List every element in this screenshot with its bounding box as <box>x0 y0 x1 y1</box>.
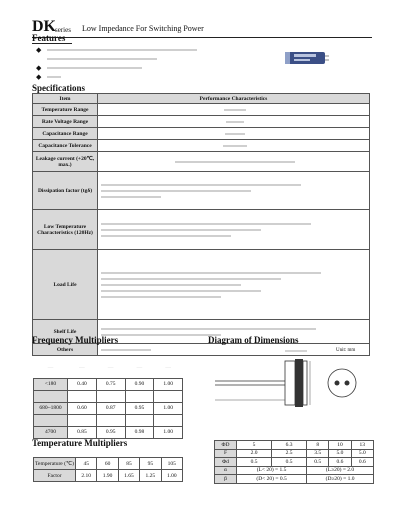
dim-cell: 10 <box>329 441 351 450</box>
spec-item-label: Capacitance Range <box>33 128 98 140</box>
table-row <box>33 104 370 116</box>
temp-cell: 60 <box>97 458 118 470</box>
table-row <box>34 470 183 482</box>
spec-item-label: Capacitance Tolerance <box>33 140 98 152</box>
temp-header-label: Temperature (℃) <box>34 458 76 470</box>
dim-cell: 5 <box>237 441 272 450</box>
freq-cell: 0.95 <box>125 402 154 414</box>
dim-label: ΦD <box>215 441 237 450</box>
freq-cell: 0.75 <box>96 378 125 390</box>
table-row <box>34 402 183 414</box>
temp-cell: 105 <box>161 458 182 470</box>
spec-value <box>98 172 370 210</box>
feature-text <box>47 49 197 51</box>
freq-cell <box>125 414 154 426</box>
spec-value <box>98 116 370 128</box>
spec-item-label: Others <box>33 344 98 356</box>
table-row <box>215 449 374 458</box>
series-word: series <box>55 26 71 34</box>
dim-cell: (L≥20) = 2.0 <box>307 466 374 475</box>
header-cell: — <box>96 358 125 378</box>
header-cell: — <box>154 358 183 378</box>
table-row <box>33 172 370 210</box>
spec-item-label: Load Life <box>33 250 98 320</box>
diagram-title: Diagram of Dimensions <box>208 335 299 345</box>
table-row <box>215 466 374 475</box>
dim-label: β <box>215 475 237 484</box>
dim-cell: 3.5 <box>307 449 329 458</box>
feature-item <box>36 72 256 81</box>
spec-item-label: Low Temperature Characteristics (120Hz) <box>33 210 98 250</box>
dim-label: Φd <box>215 458 237 467</box>
factor-cell: 2.10 <box>76 470 97 482</box>
freq-row-label: 680~1800 <box>34 402 68 414</box>
dim-cell: 0.5 <box>237 458 272 467</box>
bullet-icon: ◆ <box>36 45 42 54</box>
series-name: DK <box>32 18 56 35</box>
factor-cell: 1.65 <box>118 470 139 482</box>
table-row <box>33 152 370 172</box>
specifications-title: Specifications <box>32 83 85 93</box>
dim-cell: 0.6 <box>351 458 373 467</box>
spec-value <box>98 210 370 250</box>
table-row <box>34 426 183 438</box>
table-row <box>215 475 374 484</box>
series-tagline: Low Impedance For Switching Power <box>82 24 204 33</box>
dimensions-table <box>214 440 374 484</box>
dim-cell: 0.6 <box>329 458 351 467</box>
freq-cell <box>96 390 125 402</box>
freq-cell: 0.90 <box>125 378 154 390</box>
freq-row-label <box>34 390 68 402</box>
spec-value <box>98 128 370 140</box>
factor-cell: 1.25 <box>140 470 161 482</box>
freq-cell <box>154 414 183 426</box>
freq-cell: 1.00 <box>154 378 183 390</box>
feature-text <box>47 76 61 78</box>
bullet-icon: ◆ <box>36 63 42 72</box>
dim-cell: (L< 20) = 1.5 <box>237 466 307 475</box>
specifications-table <box>32 93 370 356</box>
dim-label: F <box>215 449 237 458</box>
factor-cell: 1.00 <box>161 470 182 482</box>
freq-cell: 0.87 <box>96 402 125 414</box>
freq-row-label: 4700 <box>34 426 68 438</box>
spec-value <box>98 250 370 320</box>
dim-cell: (D≥20) = 1.0 <box>307 475 374 484</box>
temp-cell: 85 <box>118 458 139 470</box>
header-cell: — <box>34 358 68 378</box>
spec-item-label: Dissipation factor (tgδ) <box>33 172 98 210</box>
spec-value <box>98 152 370 172</box>
dim-cell: 2.5 <box>272 449 307 458</box>
spec-value <box>98 104 370 116</box>
feature-item <box>36 54 256 63</box>
dim-cell: 2.0 <box>237 449 272 458</box>
dimension-diagram <box>210 345 370 415</box>
table-row <box>33 128 370 140</box>
factor-cell: 1.90 <box>97 470 118 482</box>
table-row <box>33 116 370 128</box>
dim-cell: 13 <box>351 441 373 450</box>
header-cell: — <box>125 358 154 378</box>
spec-item-label: Temperature Range <box>33 104 98 116</box>
table-header-row <box>33 94 370 104</box>
freq-cell <box>68 390 97 402</box>
table-row <box>33 250 370 320</box>
freq-cell: 0.60 <box>68 402 97 414</box>
freq-cell: 0.95 <box>96 426 125 438</box>
freq-cell: 1.00 <box>154 426 183 438</box>
series-title-row <box>32 18 372 38</box>
features-title: Features <box>32 33 72 44</box>
column-header-item: Item <box>33 94 98 104</box>
dim-cell: (D< 20) = 0.5 <box>237 475 307 484</box>
freq-cell: 0.85 <box>68 426 97 438</box>
header-cell: — <box>68 358 97 378</box>
spec-item-label: Leakage current (+20℃, max.) <box>33 152 98 172</box>
features-list <box>36 45 256 81</box>
dim-cell: 5.0 <box>351 449 373 458</box>
factor-label: Factor <box>34 470 76 482</box>
table-row <box>34 458 183 470</box>
freq-cell: 0.98 <box>125 426 154 438</box>
table-row <box>33 140 370 152</box>
table-row <box>215 441 374 450</box>
freq-cell: 0.40 <box>68 378 97 390</box>
column-header-performance: Performance Characteristics <box>98 94 370 104</box>
table-row <box>215 458 374 467</box>
table-row <box>33 210 370 250</box>
spec-item-label: Rate Voltage Range <box>33 116 98 128</box>
temp-cell: 95 <box>140 458 161 470</box>
feature-item <box>36 45 256 54</box>
feature-text <box>47 67 142 69</box>
freq-cell <box>154 390 183 402</box>
freq-row-label: <180 <box>34 378 68 390</box>
dim-label: α <box>215 466 237 475</box>
table-row <box>34 390 183 402</box>
unit-label: Unit: mm <box>336 348 356 353</box>
temp-cell: 45 <box>76 458 97 470</box>
bullet-icon: ◆ <box>36 72 42 81</box>
spec-value <box>98 140 370 152</box>
freq-row-label <box>34 414 68 426</box>
temperature-multipliers-table <box>33 457 183 482</box>
temperature-title: Temperature Multipliers <box>32 438 128 448</box>
dim-cell: 6.3 <box>272 441 307 450</box>
feature-text <box>47 58 157 60</box>
freq-cell: 1.00 <box>154 402 183 414</box>
frequency-title: Frequency Multipliers <box>32 335 119 345</box>
freq-cell <box>68 414 97 426</box>
capacitor-product-image <box>285 50 329 67</box>
freq-cell <box>125 390 154 402</box>
table-header-row <box>34 358 183 378</box>
table-row <box>34 414 183 426</box>
dim-cell: 8 <box>307 441 329 450</box>
table-row <box>34 378 183 390</box>
dim-cell: 0.5 <box>272 458 307 467</box>
dim-cell: 5.0 <box>329 449 351 458</box>
spec-item-label: Shelf Life <box>33 320 98 344</box>
frequency-multipliers-table <box>33 358 183 439</box>
feature-item <box>36 63 256 72</box>
freq-cell <box>96 414 125 426</box>
dim-cell: 0.5 <box>307 458 329 467</box>
